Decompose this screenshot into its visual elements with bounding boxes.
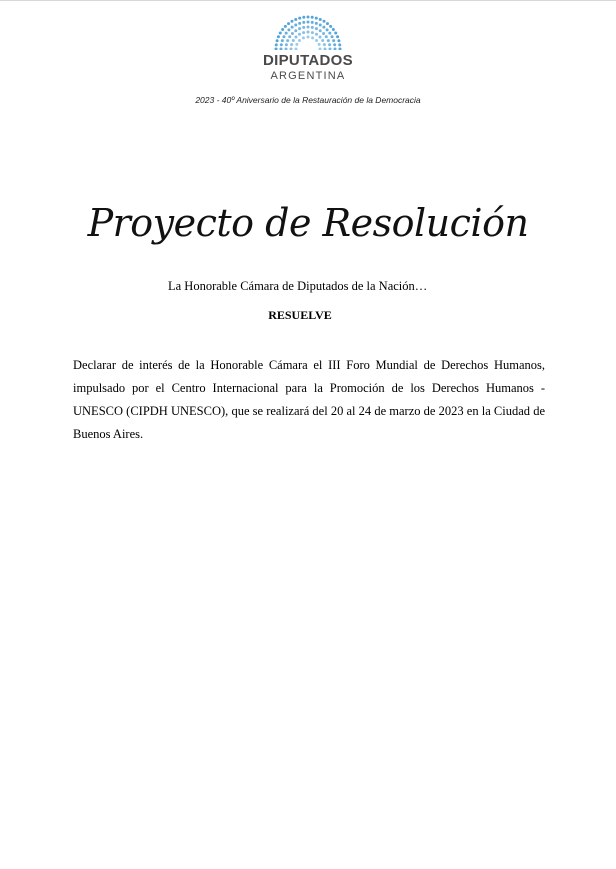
seat-dot — [319, 29, 322, 32]
seat-dot — [286, 39, 289, 42]
seat-dot — [324, 48, 327, 51]
seat-dot — [332, 39, 335, 42]
seat-dot — [333, 43, 336, 46]
seat-dot — [291, 26, 294, 29]
seat-dot — [319, 48, 322, 51]
seat-dot — [291, 20, 294, 23]
seat-dot — [302, 26, 305, 29]
seat-dot — [323, 43, 326, 46]
resolves-heading: RESUELVE — [268, 308, 332, 322]
seat-dot — [275, 43, 278, 46]
seat-dot — [287, 28, 290, 31]
org-country: ARGENTINA — [270, 70, 346, 82]
seat-dot — [311, 31, 314, 34]
seat-dot — [307, 21, 310, 24]
seat-dot — [294, 35, 297, 38]
anniversary-line: 2023 - 40º Aniversario de la Restauración de la Democracia — [195, 95, 421, 105]
seat-dot — [325, 35, 328, 38]
resolution-body: Declarar de interés de la Honorable Cámara el III Foro Mundial de Derechos Humanos, impulsado por el Centro Internacional para la Promoción de los Derechos Humanos - UNESCO (CIPDH UNESCO), que se realizará del 20 al 24 de marzo de 2023 en la Ciudad de Buenos Aires. — [73, 358, 545, 441]
seat-dot — [328, 43, 331, 46]
seat-dot — [285, 32, 288, 35]
seat-dot — [338, 43, 341, 46]
seat-dot — [326, 22, 329, 25]
hemicycle-seats-icon — [270, 12, 346, 50]
seat-dot — [315, 27, 318, 30]
chamber-line: La Honorable Cámara de Diputados de la Nación… — [168, 279, 428, 293]
seat-dot — [292, 39, 295, 42]
org-name: DIPUTADOS — [263, 52, 353, 69]
seat-dot — [315, 33, 318, 36]
seat-dot — [339, 48, 342, 51]
seat-dot — [327, 39, 330, 42]
seat-dot — [288, 35, 291, 38]
seat-dot — [302, 31, 305, 34]
seat-dot — [319, 35, 322, 38]
seat-dot — [302, 36, 305, 39]
seat-dot — [326, 28, 329, 31]
seat-dot — [295, 48, 298, 51]
seat-dot — [319, 18, 322, 21]
seat-dot — [282, 35, 285, 38]
seat-dot — [287, 22, 290, 25]
seat-dot — [280, 48, 283, 51]
seat-dot — [281, 39, 284, 42]
seat-dot — [290, 43, 293, 46]
seat-dot — [277, 35, 280, 38]
seat-dot — [311, 26, 314, 29]
seat-dot — [323, 20, 326, 23]
seat-dot — [298, 27, 301, 30]
seat-dot — [294, 18, 297, 21]
seat-dot — [329, 48, 332, 51]
seat-dot — [280, 43, 283, 46]
seat-dot — [321, 39, 324, 42]
seat-dot — [275, 48, 278, 51]
seat-dot — [284, 25, 287, 28]
seat-dot — [281, 28, 284, 31]
seat-dot — [285, 43, 288, 46]
seat-dot — [294, 29, 297, 32]
seat-dot — [315, 22, 318, 25]
seat-dot — [315, 39, 318, 42]
seat-dot — [307, 31, 310, 34]
seat-dot — [302, 16, 305, 19]
seat-dot — [332, 28, 335, 31]
seat-dot — [329, 25, 332, 28]
seat-dot — [298, 33, 301, 36]
seat-dot — [334, 32, 337, 35]
seat-dot — [328, 32, 331, 35]
seat-dot — [291, 32, 294, 35]
seat-dot — [331, 35, 334, 38]
seat-dot — [276, 39, 279, 42]
seat-dot — [298, 17, 301, 20]
seat-dot — [298, 39, 301, 42]
seat-dot — [336, 35, 339, 38]
document-title: Proyecto de Resolución — [87, 201, 529, 245]
seat-dot — [279, 32, 282, 35]
seat-dot — [285, 48, 288, 51]
seat-dot — [295, 43, 298, 46]
seat-dot — [307, 16, 310, 19]
seat-dot — [307, 26, 310, 29]
seat-dot — [294, 23, 297, 26]
seat-dot — [290, 48, 293, 51]
seat-dot — [311, 16, 314, 19]
seat-dot — [307, 36, 310, 39]
seat-dot — [298, 22, 301, 25]
seat-dot — [315, 17, 318, 20]
seat-dot — [311, 36, 314, 39]
seat-dot — [319, 23, 322, 26]
top-border — [0, 0, 616, 1]
seat-dot — [318, 43, 321, 46]
seat-dot — [322, 26, 325, 29]
seat-dot — [302, 21, 305, 24]
seat-dot — [337, 39, 340, 42]
seat-dot — [322, 32, 325, 35]
seat-dot — [311, 21, 314, 24]
seat-dot — [334, 48, 337, 51]
